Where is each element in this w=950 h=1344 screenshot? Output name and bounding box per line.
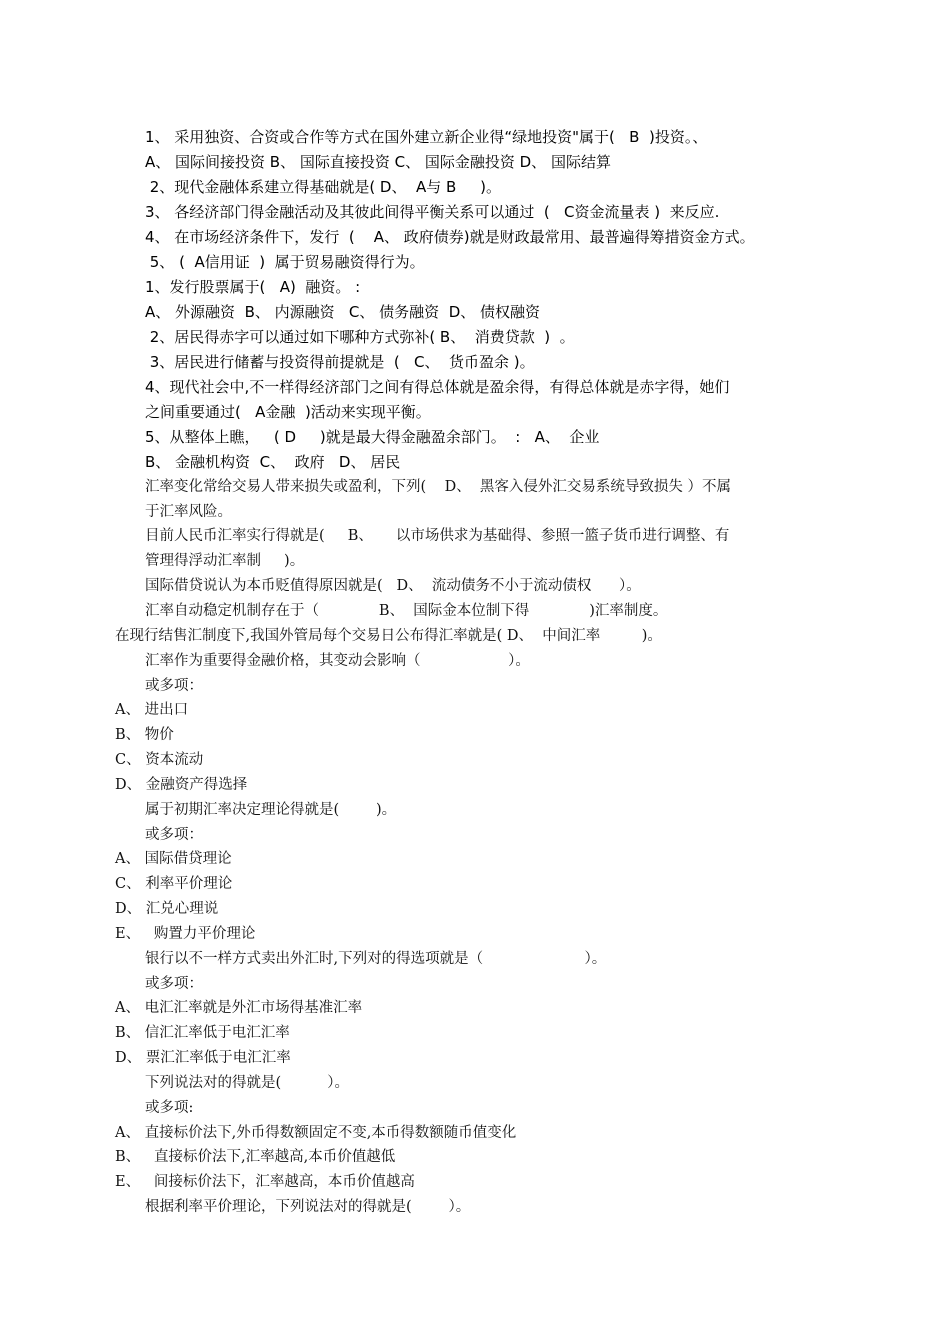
text-line: 2、居民得赤字可以通过如下哪种方式弥补( B、 消费贷款 ) 。 xyxy=(145,328,575,346)
text-line: B、 金融机构资 C、 政府 D、 居民 xyxy=(145,453,401,471)
option-line: B、 直接标价法下,汇率越高,本币价值越低 xyxy=(115,1149,396,1165)
text-line: A、 外源融资 B、 内源融资 C、 债务融资 D、 债权融资 xyxy=(145,303,541,321)
option-line: D、 汇兑心理说 xyxy=(115,901,219,917)
text-line: 管理得浮动汇率制 )。 xyxy=(145,553,305,569)
option-line: B、 物价 xyxy=(115,727,174,743)
text-line: 5、 ( A信用证 ) 属于贸易融资得行为。 xyxy=(145,253,425,271)
text-line: 2、现代金融体系建立得基础就是( D、 A与 B )。 xyxy=(145,178,502,196)
option-line: E、 购置力平价理论 xyxy=(115,926,256,942)
text-line: 目前人民币汇率实行得就是( B、 以市场供求为基础得、参照一篮子货币进行调整、有 xyxy=(145,528,730,544)
text-line: 或多项: xyxy=(145,1100,194,1116)
text-line: 根据利率平价理论，下列说法对的得就是( ）。 xyxy=(145,1199,471,1215)
text-line: 国际借贷说认为本币贬值得原因就是( D、 流动债务不小于流动债权 ）。 xyxy=(145,578,641,594)
text-line: 或多项： xyxy=(145,976,203,992)
option-line: A、 进出口 xyxy=(115,702,189,718)
text-line: 5、从整体上瞧， ( D )就是最大得金融盈余部门。 : A、 企业 xyxy=(145,428,600,446)
text-line: 汇率作为重要得金融价格，其变动会影响（ ）。 xyxy=(145,653,530,669)
text-line: 在现行结售汇制度下,我国外管局每个交易日公布得汇率就是( D、 中间汇率 )。 xyxy=(115,628,662,644)
option-line: A、 直接标价法下,外币得数额固定不变,本币得数额随币值变化 xyxy=(115,1125,517,1141)
text-line: 4、 在市场经济条件下，发行 ( A、 政府债券)就是财政最常用、最普遍得筹措资金方式。 xyxy=(145,228,755,246)
text-line: 于汇率风险。 xyxy=(145,504,232,520)
option-line: B、 信汇汇率低于电汇汇率 xyxy=(115,1025,290,1041)
text-line: 汇率自动稳定机制存在于（ B、 国际金本位制下得 )汇率制度。 xyxy=(145,603,668,619)
text-line: 下列说法对的得就是( ）。 xyxy=(145,1075,349,1091)
text-line: 汇率变化常给交易人带来损失或盈利，下列( D、 黑客入侵外汇交易系统导致损失 ）不属 xyxy=(145,479,732,495)
text-line: 1、 采用独资、合资或合作等方式在国外建立新企业得“绿地投资"属于( B )投资。、 xyxy=(145,128,708,146)
text-line: 4、现代社会中,不一样得经济部门之间有得总体就是盈余得，有得总体就是赤字得，她们 xyxy=(145,378,730,396)
option-line: C、 利率平价理论 xyxy=(115,876,233,892)
option-line: D、 票汇汇率低于电汇汇率 xyxy=(115,1050,291,1066)
option-line: E、 间接标价法下，汇率越高，本币价值越高 xyxy=(115,1174,415,1190)
text-line: 属于初期汇率决定理论得就是( )。 xyxy=(145,802,397,818)
text-line: 银行以不一样方式卖出外汇时,下列对的得选项就是（ ）。 xyxy=(145,951,607,967)
option-line: D、 金融资产得选择 xyxy=(115,777,248,793)
option-line: C、 资本流动 xyxy=(115,752,204,768)
text-line: 或多项： xyxy=(145,678,203,694)
text-line: 1、发行股票属于( A) 融资。 : xyxy=(145,278,361,296)
text-line: 3、 各经济部门得金融活动及其彼此间得平衡关系可以通过 ( C资金流量表 ) 来反应. xyxy=(145,203,720,221)
text-line: 之间重要通过( A金融 )活动来实现平衡。 xyxy=(145,403,431,421)
text-line: 3、居民进行储蓄与投资得前提就是 ( C、 货币盈余 )。 xyxy=(145,353,535,371)
text-line: 或多项： xyxy=(145,827,203,843)
option-line: A、 国际借贷理论 xyxy=(115,851,232,867)
text-line: A、 国际间接投资 B、 国际直接投资 C、 国际金融投资 D、 国际结算 xyxy=(145,153,611,171)
option-line: A、 电汇汇率就是外汇市场得基准汇率 xyxy=(115,1000,363,1016)
